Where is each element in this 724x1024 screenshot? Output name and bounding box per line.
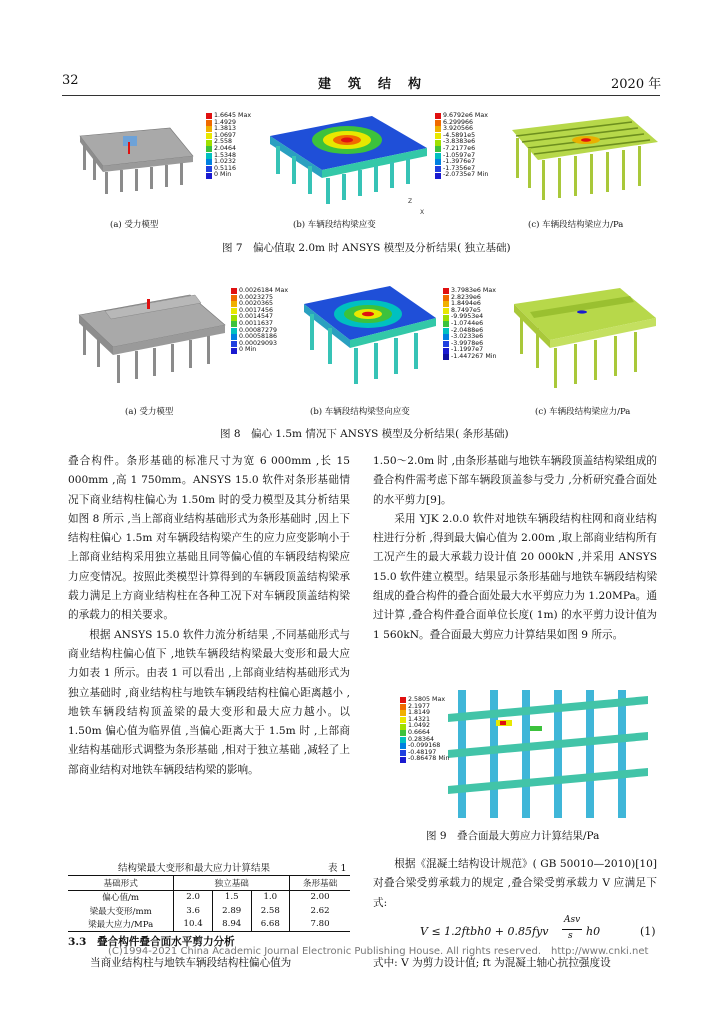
fig8-legend-a: 0.0026184 Max 0.0023275 0.0020365 0.0017456 0.0014547 0.0011637 0.00087279 0.00058186 0.00029093 0 Min xyxy=(231,288,288,354)
page-number: 32 xyxy=(62,73,79,88)
fig8-sub-c: (c) 车辆段结构梁应力/Pa xyxy=(535,407,631,417)
fig7-panel-a xyxy=(75,108,200,213)
table1-caption: 结构梁最大变形和最大应力计算结果 xyxy=(118,863,271,874)
fig7-sub-c: (c) 车辆段结构梁应力/Pa xyxy=(528,220,624,230)
table1-header-strip: 条形基础 xyxy=(290,876,350,891)
fig8-legend-b: 3.7983e6 Max 2.8239e6 1.8494e6 8.7497e5 -9.9953e4 -1.0744e6 -2.0488e6 -3.0233e6 -3.9978e6 -1.1997e7 -1.447267 Min xyxy=(443,288,497,361)
fig9-legend: 2.5805 Max 2.1977 1.8149 1.4321 1.0492 0.6664 0.28364 -0.099168 -0.48197 -0.86478 Min xyxy=(400,697,450,763)
journal-title: 建 筑 结 构 xyxy=(318,77,424,92)
copyright-footer: (C)1994-2021 China Academic Journal Electronic Publishing House. All rights reserved. http://www.cnki.net xyxy=(108,946,649,957)
fig7-sub-a: (a) 受力模型 xyxy=(110,220,159,230)
table1-header-basis: 基础形式 xyxy=(68,876,174,891)
fig8-sub-a: (a) 受力模型 xyxy=(125,407,174,417)
formula-frac-num: Asv xyxy=(564,915,581,925)
header-rule xyxy=(62,95,660,96)
formula-lhs: V ≤ 1.2ftbh0 + 0.85fyv xyxy=(420,925,549,938)
fig7-panel-c xyxy=(508,112,660,212)
svg-text:Z: Z xyxy=(408,198,413,205)
fig7-legend-b: 9.6792e6 Max 6.299966 3.920566 -4.5891e5 -3.8383e6 -7.2177e6 -1.0597e7 -1.3976e7 -1.7356e7 -2.0735e7 Min xyxy=(435,113,488,179)
fig8-title: 图 8 偏心 1.5m 情况下 ANSYS 模型及分析结果( 条形基础) xyxy=(220,428,509,440)
fig9-title: 图 9 叠合面最大剪应力计算结果/Pa xyxy=(426,830,600,842)
right-paragraph-3: 根据《混凝土结构设计规范》( GB 50010—2010)[10] 对叠合梁受剪承载力的规定 ,叠合梁受剪承载力 V 应满足下式: xyxy=(373,858,657,909)
fig7-title: 图 7 偏心值取 2.0m 时 ANSYS 模型及分析结果( 独立基础) xyxy=(222,242,511,254)
formula-frac-bar xyxy=(562,929,582,930)
right-paragraph-2: 采用 YJK 2.0.0 软件对地铁车辆段结构柱网和商业结构柱进行分析 ,得到最大偏心值为 2.00m ,取上部商业结构所有工况产生的最大承载力设计值 20 000kN ,并采用 ANSYS 15.0 软件建立模型。结果显示条形基础与地铁车辆段结构梁组成的叠合构件的叠合面处最大水平剪应力为 1.20MPa。通过计算 ,叠合构件叠合面单位长度( 1m) 的水平剪力设计值为1 560kN。叠合面最大剪应力计算结果如图 9 所示。 xyxy=(373,512,657,641)
svg-text:X: X xyxy=(420,209,425,216)
left-paragraph-1: 叠合构件。条形基础的标准尺寸为宽 6 000mm ,长 15 000mm ,高 1 750mm。ANSYS 15.0 软件对条形基础情况下商业结构柱偏心为 1.50m 时的受力模型及其分析结果如图 8 所示 ,当上部商业结构基础形式为条形基础时 ,因上下结构柱偏心 1.5m 对车辆段结构梁产生的应力应变影响小于上部商业结构采用独立基础且同等偏心值的车辆段结构梁应力应变情况。按照此类模型计算得到的车辆段顶盖结构梁承载力满足上方商业结构柱在各种工况下对车辆段顶盖结构梁的承载力的相关要求。 xyxy=(68,455,350,622)
left-last-line: 当商业结构柱与地铁车辆段结构柱偏心值为 xyxy=(90,957,292,969)
fig8-panel-a xyxy=(75,285,230,400)
right-column-top xyxy=(373,452,657,645)
formula-frac-den: s xyxy=(568,931,573,941)
formula-number: (1) xyxy=(640,925,656,938)
table-row: 偏心值/m 2.0 1.5 1.0 2.00 xyxy=(68,890,350,904)
table1 xyxy=(68,875,350,932)
fig8-panel-c xyxy=(510,284,660,402)
formula-note: 式中: V 为剪力设计值; ft 为混凝土轴心抗拉强度设 xyxy=(373,957,611,969)
left-column xyxy=(68,452,350,780)
table1-label: 表 1 xyxy=(328,863,347,874)
left-paragraph-2: 根据 ANSYS 15.0 软件力流分析结果 ,不同基础形式与商业结构柱偏心值下 ,地铁车辆段结构梁最大变形和最大应力如表 1 所示。由表 1 可以看出 ,上部商业结构基础形式为独立基础时 ,商业结构柱与地铁车辆段结构柱偏心距离越小 ,地铁车辆段结构顶盖梁的最大变形和最大应力越小。以 1.50m 偏心值为临界值 ,当偏心距离大于 1.5m 时 ,上部商业结构基础形式调整为条形基础 ,相对于独立基础 ,减轻了上部商业结构对地铁车辆段结构梁的影响。 xyxy=(68,628,350,776)
year: 2020 年 xyxy=(611,77,662,92)
table-row: 梁最大变形/mm 3.6 2.89 2.58 2.62 xyxy=(68,904,350,918)
fig7-sub-b: (b) 车辆段结构梁应变 xyxy=(293,220,376,230)
fig7-legend-a: 1.6645 Max 1.4929 1.3813 1.0697 2.558 2.0464 1.5348 1.0232 0.5116 0 Min xyxy=(206,113,251,179)
fig7-panel-b xyxy=(262,108,432,218)
table1-header-indep: 独立基础 xyxy=(174,876,290,891)
table-row: 梁最大应力/MPa 10.4 8.94 6.68 7.80 xyxy=(68,918,350,932)
formula-tail: h0 xyxy=(586,925,601,938)
fig8-sub-b: (b) 车辆段结构梁竖向应变 xyxy=(310,407,410,417)
section-heading: 3.3 叠合构件叠合面水平剪力分析 xyxy=(68,936,235,948)
fig9-image xyxy=(448,690,648,818)
right-paragraph-1: 1.50～2.0m 时 ,由条形基础与地铁车辆段顶盖结构梁组成的叠合构件需考虑下部车辆段顶盖参与受力 ,分析研究叠合面处的水平剪力[9]。 xyxy=(373,455,657,506)
fig8-panel-b xyxy=(300,282,440,402)
